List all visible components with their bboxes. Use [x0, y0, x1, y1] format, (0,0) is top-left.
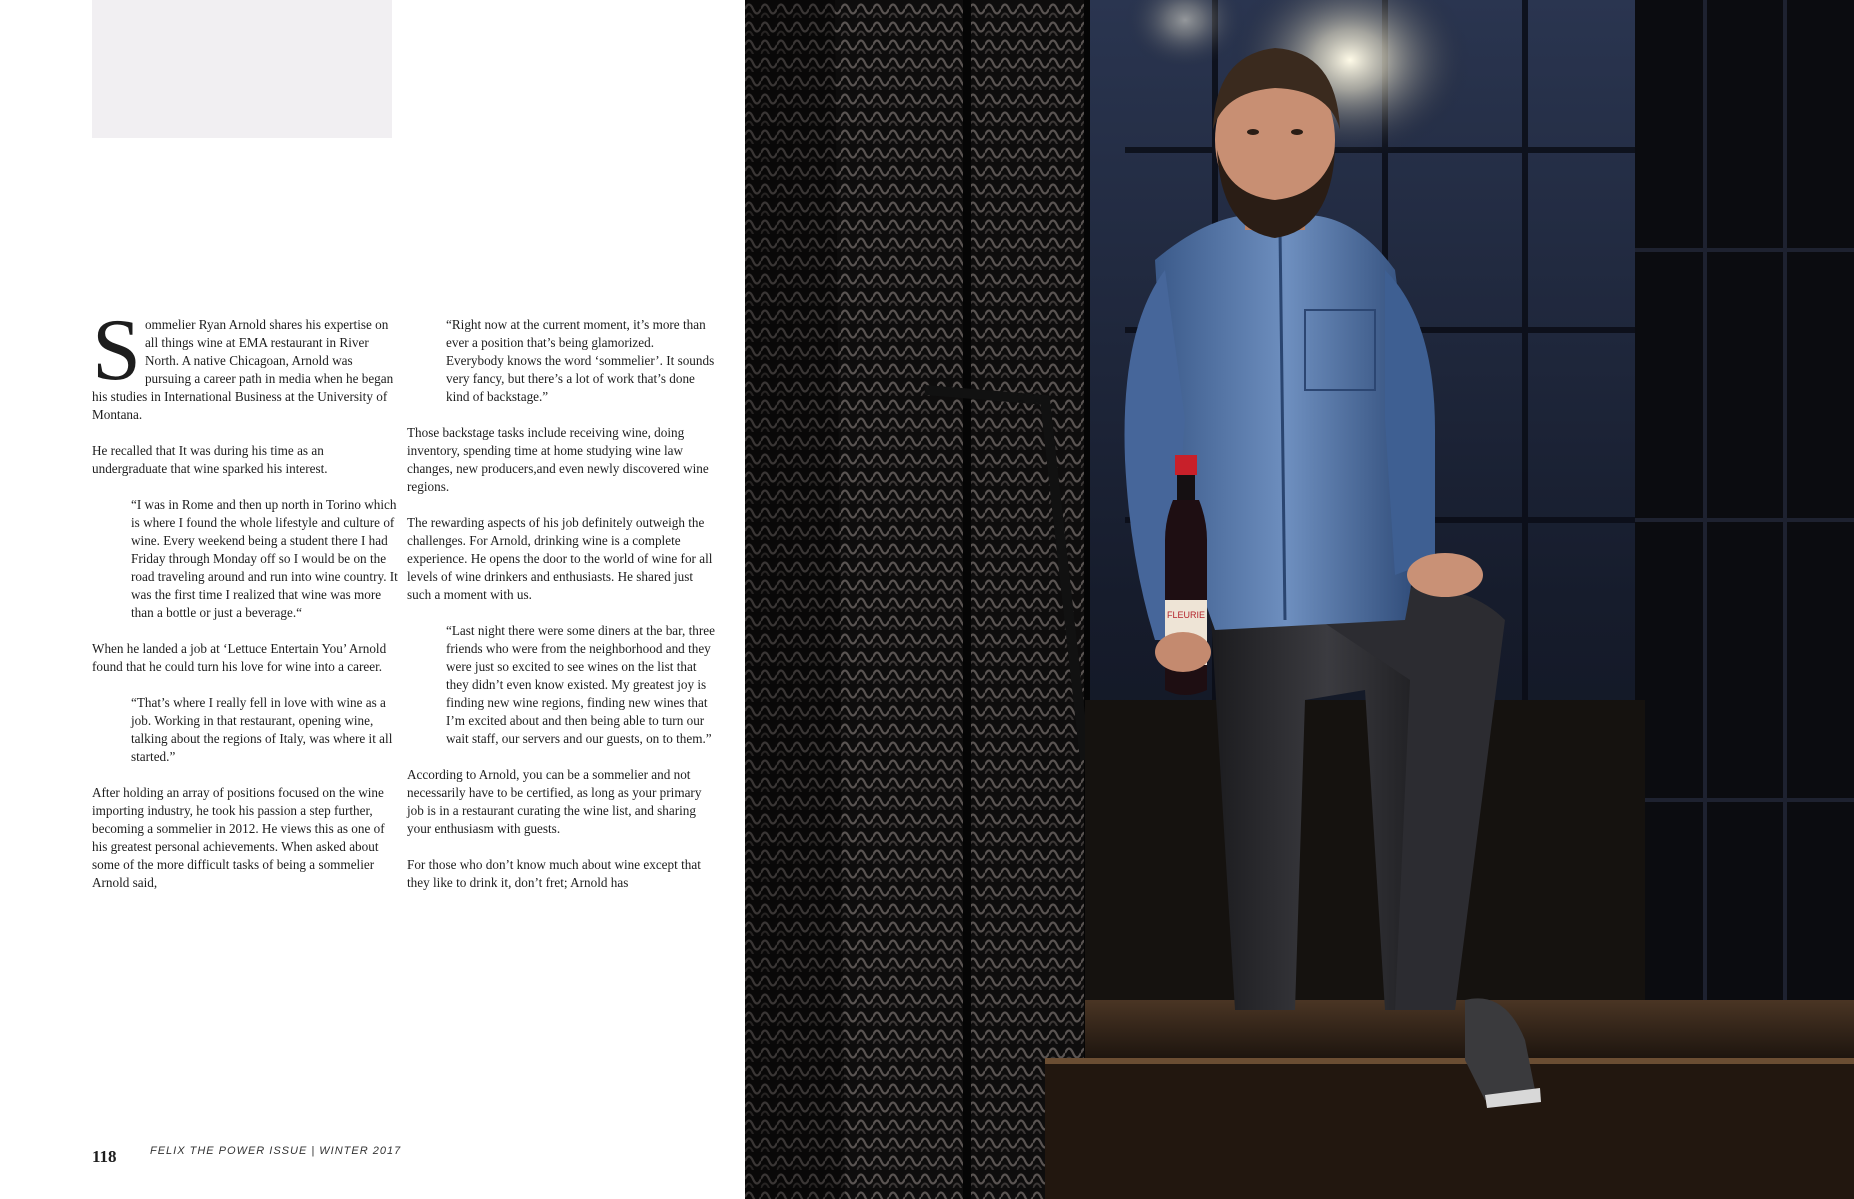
portrait-photo [745, 0, 1854, 1199]
pull-quote: “I was in Rome and then up north in Torino which is where I found the whole lifestyle and culture of wine. Every weekend being a student there I had Friday through Monday off so I would be on the road traveling around and run into wine country. It was the first time I realized that wine was more than a bottle or just a beverage.“ [131, 497, 398, 620]
article-column-1 [92, 302, 400, 910]
lead-text: ommelier Ryan Arnold shares his expertise on all things wine at EMA restaurant in River North. A native Chicagoan, Arnold was pursuing a career path in media when he began his studies in International Business at the University of Montana. [92, 317, 394, 422]
article-column-2 [407, 316, 715, 910]
article-paragraph: According to Arnold, you can be a sommelier and not necessarily have to be certified, as long as your primary job is in a restaurant curating the wine list, and sharing your enthusiasm with guests. [407, 767, 702, 836]
article-paragraph: He recalled that It was during his time as an undergraduate that wine sparked his interest. [92, 443, 328, 476]
pull-quote: “That’s where I really fell in love with wine as a job. Working in that restaurant, opening wine, talking about the regions of Italy, was where it all started.” [131, 695, 393, 764]
article-paragraph: The rewarding aspects of his job definitely outweigh the challenges. For Arnold, drinking wine is a complete experience. He opens the door to the world of wine for all levels of wine drinkers and enthusiasts. He shared just such a moment with us. [407, 515, 713, 602]
pull-quote: “Right now at the current moment, it’s more than ever a position that’s being glamorized. Everybody knows the word ‘sommelier’. It sounds very fancy, but there’s a lot of work that’s done kind of backstage.” [446, 317, 715, 404]
article-paragraph: For those who don’t know much about wine except that they like to drink it, don’t fret; Arnold has [407, 857, 701, 890]
article-paragraph [92, 302, 400, 424]
bottle-label: FLEURIE [1166, 610, 1206, 620]
folio-line: FELIX THE POWER ISSUE | WINTER 2017 [150, 1145, 402, 1157]
article-paragraph: Those backstage tasks include receiving wine, doing inventory, spending time at home studying wine law changes, new producers,and even newly discovered wine regions. [407, 425, 709, 494]
article-paragraph: After holding an array of positions focused on the wine importing industry, he took his passion a step further, becoming a sommelier in 2012. He views this as one of his greatest personal achievements. When asked about some of the more difficult tasks of being a sommelier Arnold said, [92, 785, 385, 890]
drop-cap: S [92, 302, 141, 399]
left-page [0, 0, 745, 1199]
article-paragraph: When he landed a job at ‘Lettuce Entertain You’ Arnold found that he could turn his love for wine into a career. [92, 641, 387, 674]
pull-quote: “Last night there were some diners at the bar, three friends who were from the neighborhood and they were just so excited to see wines on the list that they didn’t even know existed. My greatest joy is finding new wine regions, finding new wines that I’m excited about and then being able to turn our wait staff, our servers and our guests, on to them.” [446, 623, 715, 746]
page-number: 118 [92, 1147, 117, 1166]
image-placeholder [92, 0, 392, 138]
